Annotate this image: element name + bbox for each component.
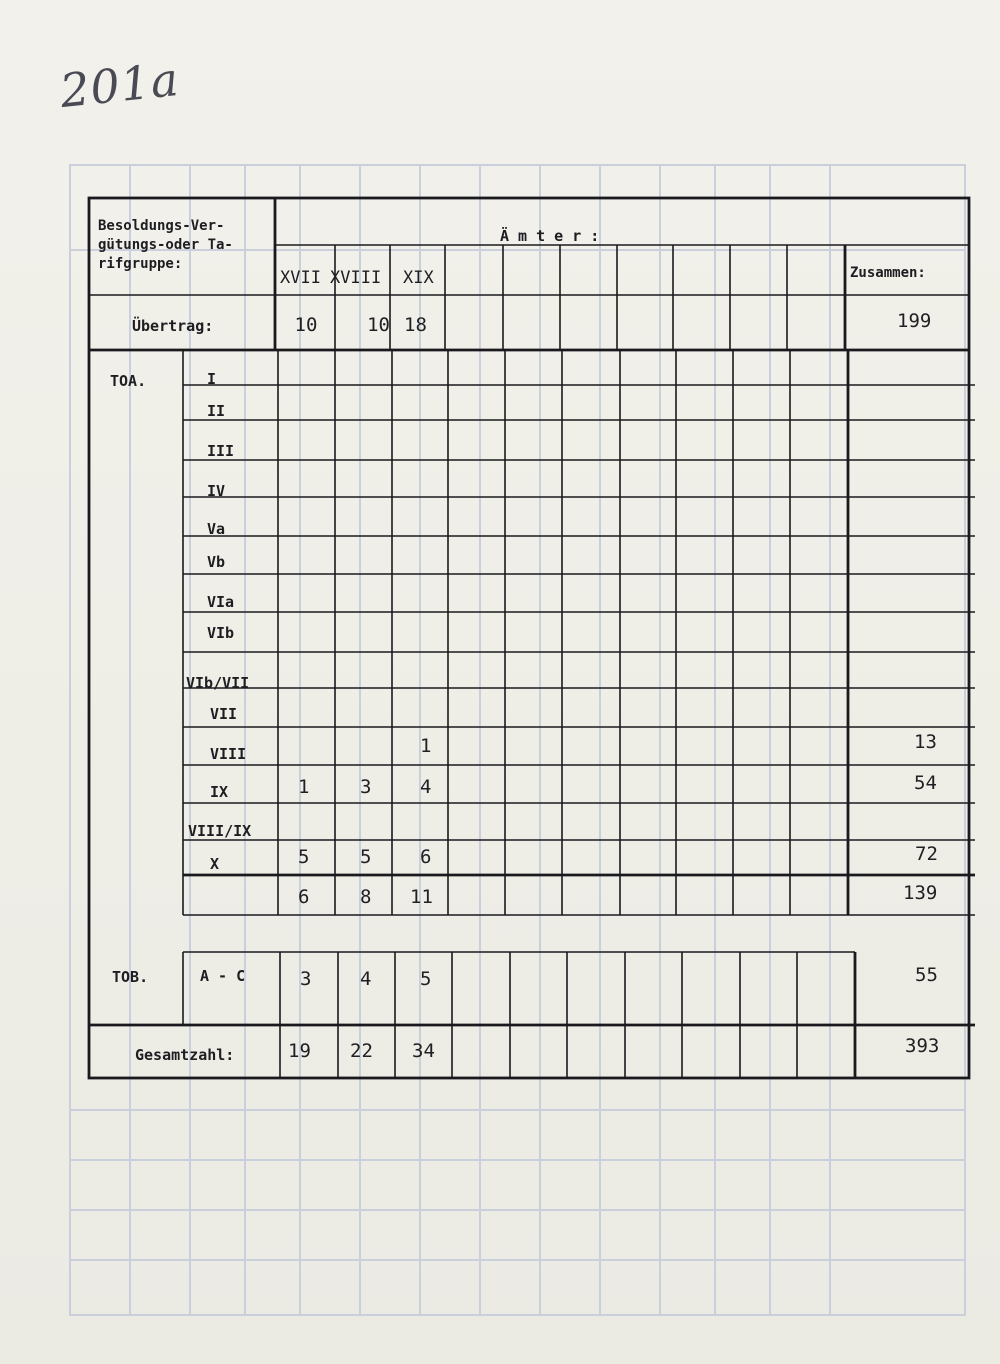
carry-over-label: Übertrag: <box>132 317 214 335</box>
carry-over-total: 199 <box>897 310 932 332</box>
cell-x-xix: 6 <box>420 846 432 868</box>
cell-viii-xix: 1 <box>420 735 432 757</box>
grand-total-label: Gesamtzahl: <box>135 1046 235 1064</box>
grade-label: VII <box>210 705 238 723</box>
office-column-xvii: XVII <box>280 268 321 288</box>
cell-ix-total: 54 <box>914 772 937 794</box>
tob-xviii: 4 <box>360 968 372 990</box>
cell-ix-xviii: 3 <box>360 776 372 798</box>
office-column-xix: XIX <box>403 268 434 288</box>
subtotal-xviii: 8 <box>360 886 372 908</box>
carry-over-xvii: 10 <box>294 314 318 336</box>
grand-total-total: 393 <box>905 1035 940 1057</box>
carry-over-xix: 18 <box>404 314 427 336</box>
grade-label: VIII <box>210 745 247 763</box>
cell-ix-xix: 4 <box>420 776 432 798</box>
subtotal-xix: 11 <box>410 886 433 908</box>
grade-label: III <box>207 442 235 460</box>
offices-header: Ä m t e r : <box>500 227 600 245</box>
grade-label: Va <box>207 520 226 538</box>
grade-label: X <box>210 855 220 873</box>
grade-label: VIa <box>207 593 235 611</box>
grand-total-xviii: 22 <box>350 1040 373 1062</box>
handwritten-page-number: 201a <box>57 51 182 119</box>
tob-label: TOB. <box>112 968 149 986</box>
grade-label: IX <box>210 783 229 801</box>
total-column-header: Zusammen: <box>850 265 926 281</box>
toa-label: TOA. <box>110 372 147 390</box>
cell-x-xviii: 5 <box>360 846 372 868</box>
grand-total-xvii: 19 <box>288 1040 311 1062</box>
office-column-xviii: XVIII <box>330 268 382 288</box>
grand-total-xix: 34 <box>412 1040 435 1062</box>
cell-ix-xvii: 1 <box>298 776 310 798</box>
grade-label: VIb <box>207 624 235 642</box>
cell-x-xvii: 5 <box>298 846 310 868</box>
grade-label: Vb <box>207 553 226 571</box>
grade-label: I <box>207 370 217 388</box>
carry-over-xviii: 10 <box>367 314 390 336</box>
grade-label: VIb/VII <box>186 674 250 692</box>
tob-total: 55 <box>915 964 938 986</box>
tob-xix: 5 <box>420 968 432 990</box>
cell-x-total: 72 <box>915 843 938 865</box>
tob-grade: A - C <box>200 967 246 985</box>
cell-viii-total: 13 <box>914 731 937 753</box>
grade-label: II <box>207 402 226 420</box>
grade-label: IV <box>207 482 226 500</box>
subtotal-xvii: 6 <box>298 886 310 908</box>
subtotal-total: 139 <box>903 882 938 904</box>
tob-xvii: 3 <box>300 968 312 990</box>
group-column-header: Besoldungs-Ver- gütungs-oder Ta- rifgruppe: <box>98 218 233 272</box>
grade-label: VIII/IX <box>188 822 252 840</box>
